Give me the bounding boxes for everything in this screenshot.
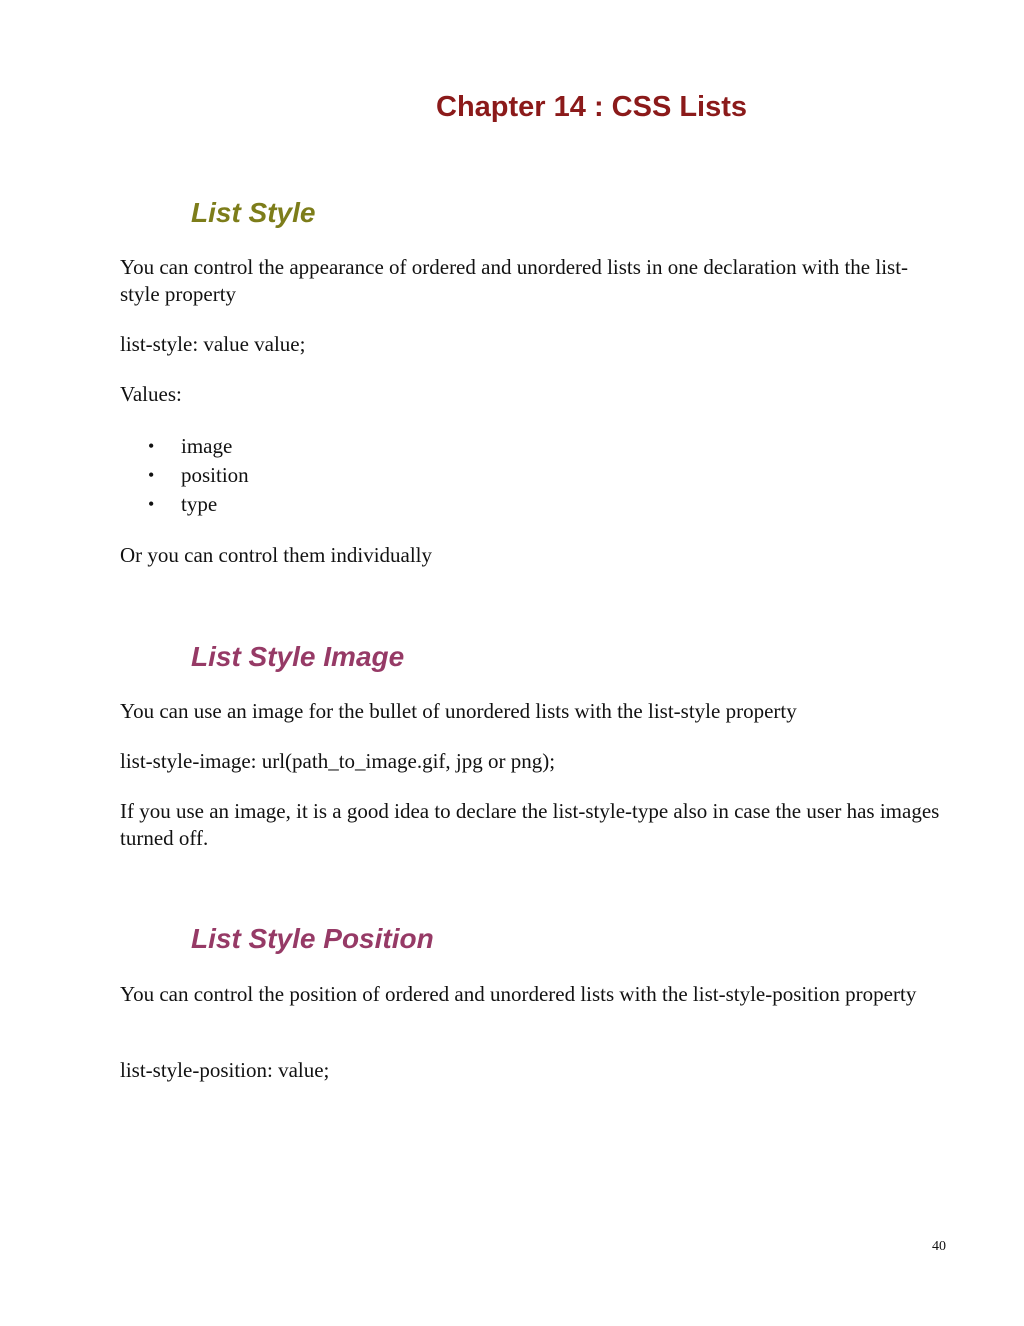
page-number: 40 [932,1239,946,1254]
section-heading-list-style-position: List Style Position [191,923,434,954]
bullet-icon: • [148,436,155,456]
section-heading-list-style: List Style [191,197,316,228]
paragraph-list-style-image-tip: If you use an image, it is a good idea to declare the list-style-type also in case the user has images turned off. [120,799,940,850]
list-item [148,490,249,519]
values-list [148,432,249,519]
bullet-icon: • [148,465,155,485]
code-line-list-style-position: list-style-position: value; [120,1058,330,1082]
bullet-icon: • [148,494,155,514]
chapter-title: Chapter 14 : CSS Lists [436,91,748,123]
paragraph-list-style-position-intro: You can control the position of ordered and unordered lists with the list-style-position property [120,982,917,1006]
list-item [148,432,249,461]
values-label: Values: [120,382,182,406]
paragraph-list-style-image-intro: You can use an image for the bullet of unordered lists with the list-style property [120,699,797,723]
code-line-list-style-image: list-style-image: url(path_to_image.gif, jpg or png); [120,749,556,773]
list-item-label: image [181,434,233,458]
code-line-list-style: list-style: value value; [120,332,306,356]
list-item [148,461,249,490]
paragraph-list-style-intro: You can control the appearance of ordered and unordered lists in one declaration with the list-style property [120,255,909,306]
paragraph-individually: Or you can control them individually [120,543,433,567]
list-item-label: type [181,492,218,516]
list-item-label: position [181,463,249,487]
section-heading-list-style-image: List Style Image [191,641,405,672]
